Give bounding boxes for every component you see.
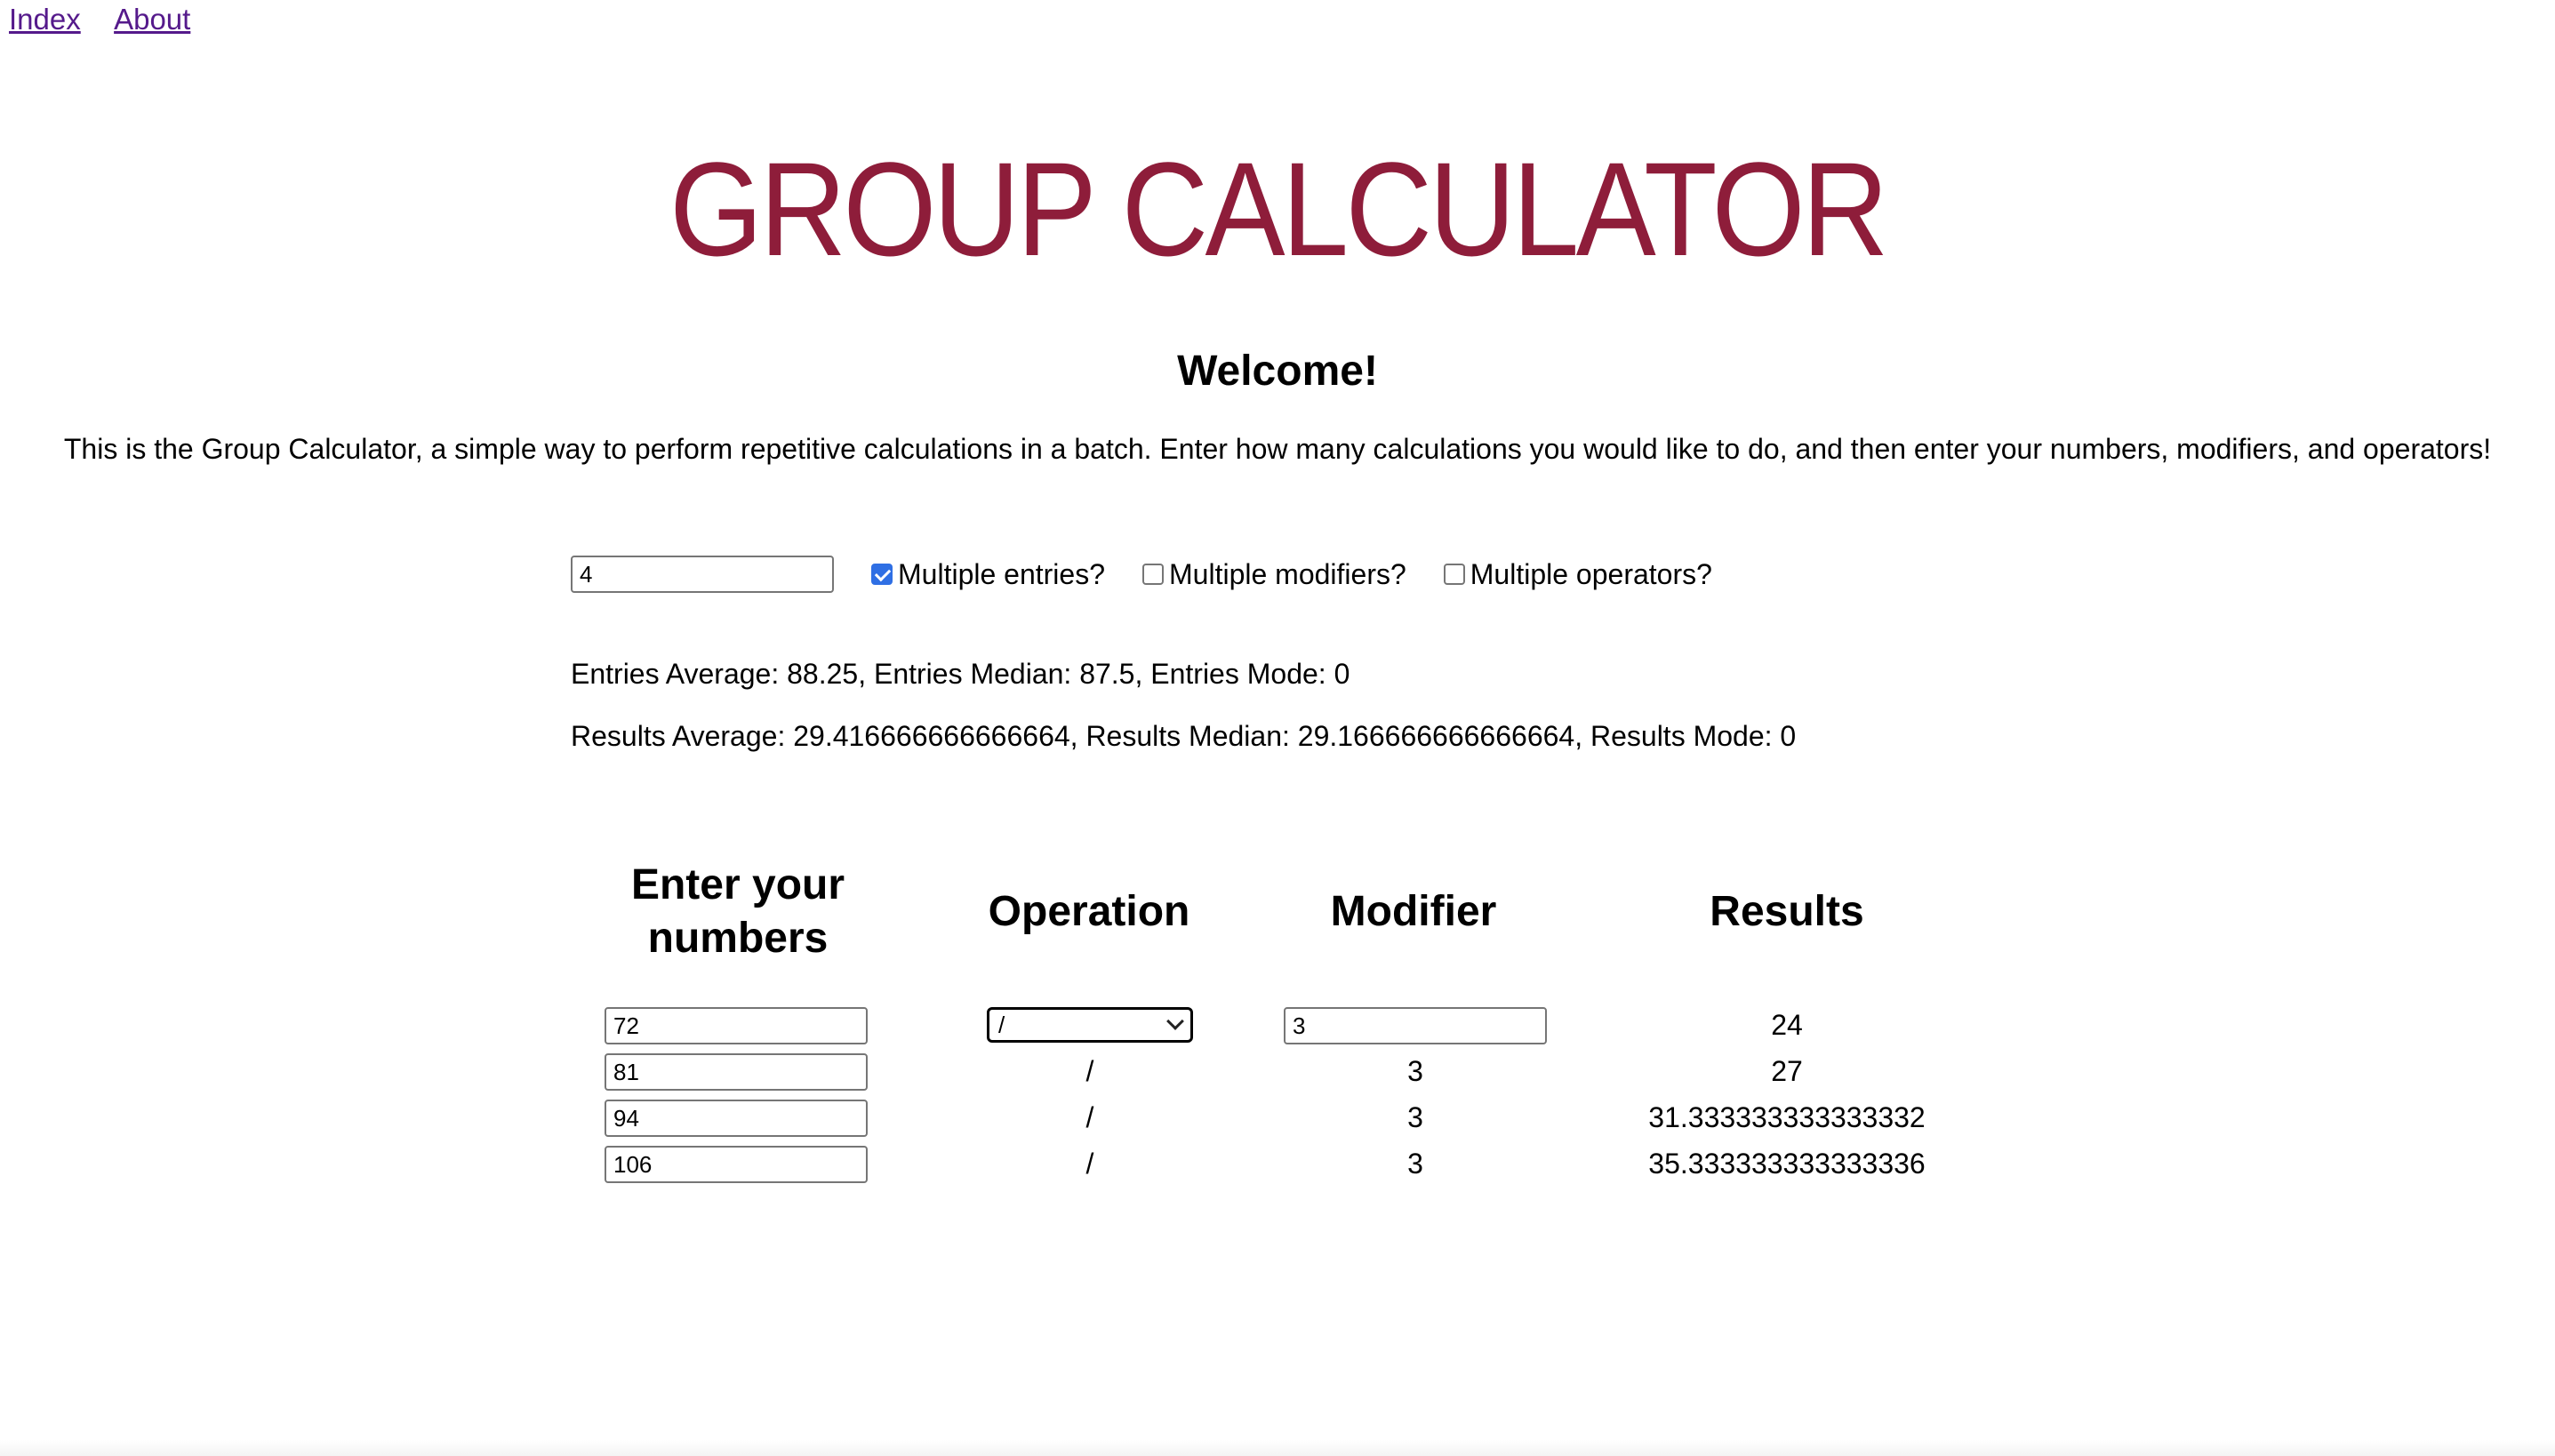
intro-text: This is the Group Calculator, a simple way to perform repetitive calculations in a batch. Enter how many calculations you would like to do, and then enter your numbers, modifiers, and operators! xyxy=(63,433,2492,465)
page-title: GROUP CALCULATOR xyxy=(669,134,1886,284)
results-stats: Results Average: 29.416666666666664, Results Median: 29.166666666666664, Results Mode: 0 xyxy=(571,720,1797,752)
number-input-1[interactable] xyxy=(605,1007,868,1044)
multiple-operators-checkbox[interactable] xyxy=(1444,564,1465,585)
bottom-divider xyxy=(0,1440,2555,1456)
multiple-entries-label: Multiple entries? xyxy=(898,557,1105,590)
welcome-heading: Welcome! xyxy=(1177,348,1378,395)
nav-about-link[interactable]: About xyxy=(114,3,191,36)
header-modifier: Modifier xyxy=(1330,888,1497,935)
result-cell-4: 35.333333333333336 xyxy=(1648,1148,1926,1180)
number-input-4[interactable] xyxy=(605,1146,868,1183)
modifier-cell-3: 3 xyxy=(1407,1101,1423,1133)
operation-cell-2: / xyxy=(1085,1055,1094,1087)
entries-stats: Entries Average: 88.25, Entries Median: 87.5, Entries Mode: 0 xyxy=(571,658,1350,690)
chevron-down-icon xyxy=(1166,1012,1184,1030)
calculation-count-input[interactable] xyxy=(571,556,834,593)
header-operation: Operation xyxy=(988,888,1190,935)
modifier-cell-2: 3 xyxy=(1407,1055,1423,1087)
top-nav xyxy=(9,2,217,37)
multiple-operators-option[interactable] xyxy=(1444,558,1712,591)
result-cell-2: 27 xyxy=(1771,1055,1803,1087)
nav-index-link[interactable]: Index xyxy=(9,3,81,36)
multiple-modifiers-option[interactable] xyxy=(1142,558,1406,591)
operation-cell-4: / xyxy=(1085,1148,1094,1180)
operation-select-value: / xyxy=(998,1011,1005,1038)
number-input-2[interactable] xyxy=(605,1053,868,1091)
header-results: Results xyxy=(1710,888,1864,935)
operation-cell-3: / xyxy=(1085,1101,1094,1133)
modifier-input-1[interactable] xyxy=(1284,1007,1547,1044)
operation-select-1[interactable] xyxy=(987,1007,1193,1043)
multiple-modifiers-checkbox[interactable] xyxy=(1142,564,1164,585)
controls-row xyxy=(571,555,1712,594)
multiple-entries-option[interactable] xyxy=(871,558,1105,591)
multiple-operators-label: Multiple operators? xyxy=(1470,557,1712,590)
number-input-3[interactable] xyxy=(605,1100,868,1137)
header-numbers: Enter your numbers xyxy=(630,861,845,962)
result-cell-3: 31.333333333333332 xyxy=(1648,1101,1926,1133)
modifier-cell-4: 3 xyxy=(1407,1148,1423,1180)
result-cell-1: 24 xyxy=(1771,1009,1803,1041)
multiple-modifiers-label: Multiple modifiers? xyxy=(1169,557,1406,590)
multiple-entries-checkbox[interactable] xyxy=(871,564,893,585)
